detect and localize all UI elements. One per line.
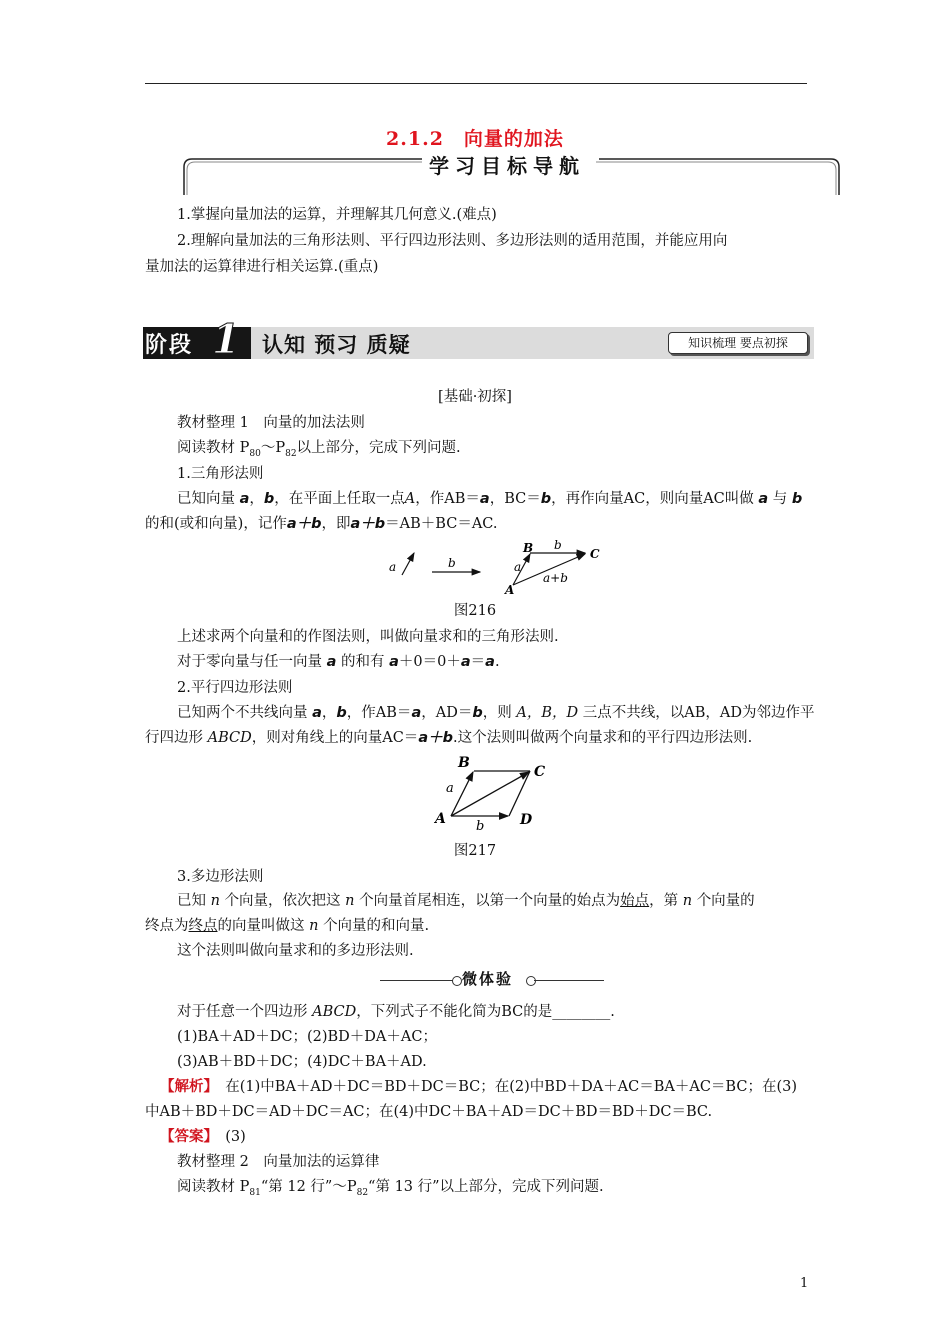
s2-head: 2.平行四边形法则 bbox=[177, 680, 293, 696]
page-number: 1 bbox=[800, 1276, 809, 1291]
q-analysis-2: 中AB＋BD＋DC＝AD＋DC＝AC；在(4)中DC＋BA＋AD＝DC＋BD＝BD＋DC＝BC. bbox=[145, 1104, 713, 1120]
fig1-label-b2: b bbox=[554, 538, 562, 552]
q-stem: 对于任意一个四边形 ABCD，下列式子不能化简为BC的是________. bbox=[177, 1004, 615, 1020]
vector-a-arrow bbox=[402, 553, 414, 575]
page-title: 2.1.2 向量的加法 bbox=[386, 128, 564, 150]
header-rule bbox=[145, 83, 807, 84]
s1-followup-2: 对于零向量与任一向量 a 的和有 a＋0＝0＋a＝a. bbox=[177, 654, 500, 670]
micro-rule-right bbox=[534, 980, 604, 981]
micro-rule-left bbox=[380, 980, 455, 981]
s1-head: 1.三角形法则 bbox=[177, 466, 264, 482]
fig1-label-b: b bbox=[448, 556, 456, 570]
t1-read: 阅读教材 $P_{80}\sim P_{82}$以上部分，完成下列问题. bbox=[177, 440, 461, 459]
s2-line-2: 行四边形 ABCD，则对角线上的向量AC＝a＋b.这个法则叫做两个向量求和的平行四边形法则. bbox=[145, 730, 753, 746]
q-options-2: (3)AB＋BD＋DC；(4)DC＋BA＋AD. bbox=[177, 1054, 427, 1070]
q-answer: 【答案】 (3) bbox=[160, 1128, 246, 1145]
s3-line-2: 终点为终点的向量叫做这 n 个向量的和向量. bbox=[145, 918, 430, 934]
s2-line-1: 已知两个不共线向量 a，b，作AB＝a，AD＝b，则 A，B，D 三点不共线，以AB，AD为邻边作平 bbox=[177, 705, 815, 721]
s1-followup-1: 上述求两个向量和的作图法则，叫做向量求和的三角形法则. bbox=[177, 629, 559, 645]
goal-2-cont: 量加法的运算律进行相关运算.(重点) bbox=[145, 259, 379, 275]
s1-line-2: 的和(或和向量)，记作a＋b，即a＋b＝AB＋BC＝AC. bbox=[145, 516, 498, 532]
stage-word: 阶段 bbox=[145, 333, 194, 358]
fig2-label-B: B bbox=[458, 755, 470, 771]
micro-title: 微体验 bbox=[462, 970, 514, 988]
stage-tag: 知识梳理 要点初探 bbox=[668, 332, 808, 354]
figure-216-caption: 图216 bbox=[453, 603, 497, 619]
fig1-label-A: A bbox=[505, 583, 515, 596]
s3-line-3: 这个法则叫做向量求和的多边形法则. bbox=[177, 943, 414, 959]
t1-head: 教材整理 1 向量的加法法则 bbox=[177, 415, 365, 431]
figure-217-caption: 图217 bbox=[453, 843, 497, 859]
fig2-label-D: D bbox=[520, 812, 533, 828]
fig2-label-a: a bbox=[446, 781, 454, 796]
fig1-label-ab: a+b bbox=[543, 571, 568, 585]
t2-read: 阅读教材 $P_{81}“$第 12 行$”\sim P_{82}“$第 13 行”以上部分，完成下列问题. bbox=[177, 1179, 604, 1198]
q-analysis-1: 【解析】 在(1)中BA＋AD＋DC＝BD＋DC＝BC；在(2)中BD＋DA＋AC＝BA＋AC＝BC；在(3) bbox=[160, 1078, 797, 1095]
fig1-label-B: B bbox=[523, 541, 534, 555]
micro-dot-right bbox=[526, 976, 536, 986]
parallelogram-figure bbox=[430, 752, 560, 832]
t2-head: 教材整理 2 向量加法的运算律 bbox=[177, 1154, 380, 1170]
s3-line-1: 已知 n 个向量，依次把这 n 个向量首尾相连，以第一个向量的始点为始点，第 n 个向量的 bbox=[177, 893, 755, 909]
fig1-label-C: C bbox=[590, 547, 600, 561]
s1-line-1: 已知向量 a，b，在平面上任取一点A，作AB＝a，BC＝b，再作向量AC，则向量AC叫做 a 与 b bbox=[177, 491, 803, 507]
stage-number: 1 bbox=[212, 316, 240, 363]
stage-title: 认知 预习 质疑 bbox=[262, 333, 411, 357]
analysis-tag: 【解析】 bbox=[160, 1078, 211, 1095]
answer-tag: 【答案】 bbox=[160, 1128, 211, 1145]
q-options-1: (1)BA＋AD＋DC；(2)BD＋DA＋AC； bbox=[177, 1029, 437, 1045]
s3-head: 3.多边形法则 bbox=[177, 869, 264, 885]
goal-1: 1.掌握向量加法的运算，并理解其几何意义.(难点) bbox=[177, 207, 497, 223]
fig1-label-a2: a bbox=[514, 560, 522, 574]
micro-dot-left bbox=[452, 976, 462, 986]
fig2-label-A: A bbox=[435, 811, 446, 827]
triangle-rule-figure bbox=[380, 538, 610, 596]
fig2-label-b: b bbox=[476, 819, 485, 832]
fig1-label-a: a bbox=[389, 560, 397, 574]
nav-label: 学习目标导航 bbox=[422, 150, 592, 179]
section-basic: [基础·初探] bbox=[438, 389, 512, 405]
goal-2: 2.理解向量加法的三角形法则、平行四边形法则、多边形法则的适用范围，并能应用向 bbox=[177, 233, 728, 249]
fig2-label-C: C bbox=[534, 764, 546, 780]
